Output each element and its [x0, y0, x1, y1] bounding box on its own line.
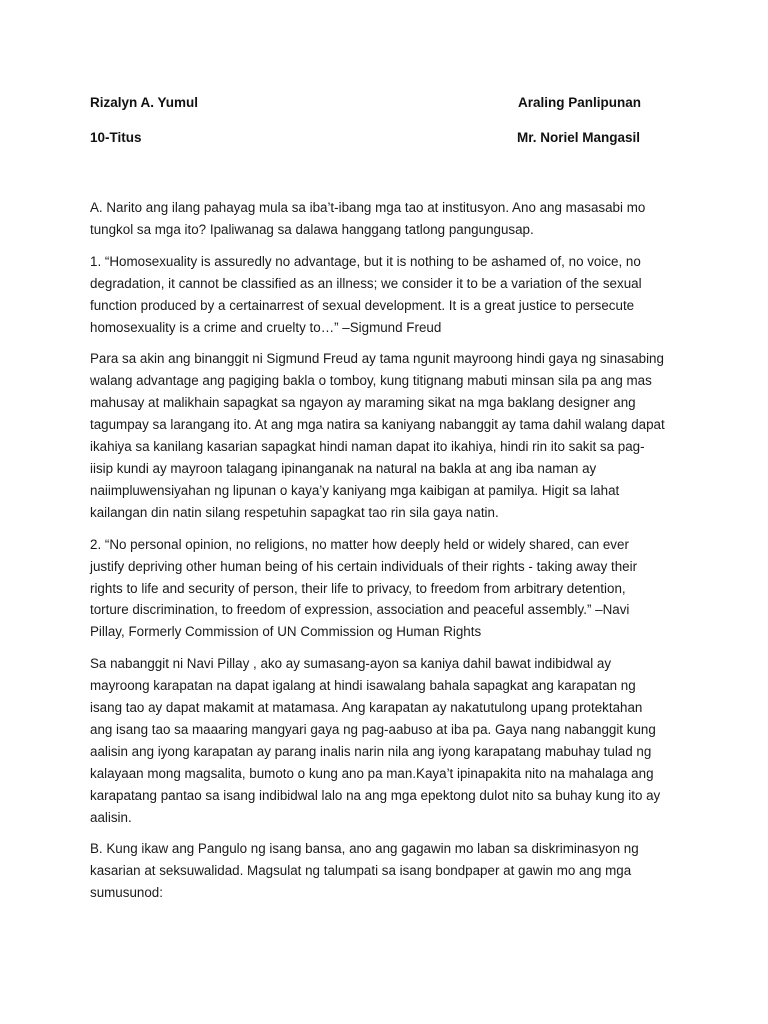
subject-name: Araling Panlipunan	[518, 95, 642, 110]
document-body	[90, 197, 676, 914]
instruction-part-b: B. Kung ikaw ang Pangulo ng isang bansa, ano ang gagawin mo laban sa diskriminasyon ng kasarian at seksuwalidad. Magsulat ng talumpati sa isang bondpaper at gawin mo ang mga sumusunod:	[90, 841, 639, 901]
teacher-name: Mr. Noriel Mangasil	[517, 130, 641, 145]
student-name: Rizalyn A. Yumul	[90, 95, 199, 110]
section-name: 10-Titus	[90, 130, 142, 145]
quote-pillay: 2. “No personal opinion, no religions, no matter how deeply held or widely shared, can ever justify depriving other human being of his certain individuals of their rights - taking away their rights to life and security of person, their life to privacy, to freedom from arbitrary detention, torture discrimination, to freedom of expression, association and peaceful assembly.” –Navi Pillay, Formerly Commission of UN Commission og Human Rights	[90, 536, 638, 640]
quote-freud: 1. “Homosexuality is assuredly no advantage, but it is nothing to be ashamed of, no voice, no degradation, it cannot be classified as an illness; we consider it to be a variation of the sexual function produced by a certainarrest of sexual development. It is a great justice to persecute homosexuality is a crime and cruelty to…” –Sigmund Freud	[90, 253, 642, 335]
instruction-part-a: A. Narito ang ilang pahayag mula sa iba’t-ibang mga tao at institusyon. Ano ang masasabi mo tungkol sa mga ito? Ipaliwanag sa dalawa hanggang tatlong pangungusap.	[90, 200, 646, 237]
answer-freud: Para sa akin ang binanggit ni Sigmund Freud ay tama ngunit mayroong hindi gaya ng sinasabing walang advantage ang pagiging bakla o tomboy, kung titignang mabuti minsan sila pa ang mas mahusay at malikhain sapagkat sa ngayon ay maraming sikat na mga baklang designer ang tagumpay sa larangang ito. At ang mga natira sa kaniyang nabanggit ay tama dahil walang dapat ikahiya sa kanilang kasarian sapagkat hindi naman dapat ito ikahiya, hindi rin ito sakit sa pag- iisip kundi ay mayroon talagang ipinanganak na natural na bakla at ang iba naman ay naiimpluwensiyahan ng lipunan o kaya’y kaniyang mga kaibigan at pamilya. Higit sa lahat kailangan din natin silang respetuhin sapagkat tao rin sila gaya natin.	[90, 351, 665, 520]
answer-pillay: Sa nabanggit ni Navi Pillay , ako ay sumasang-ayon sa kaniya dahil bawat indibidwal ay mayroong karapatan na dapat igalang at hindi isawalang bahala sapagkat ang karapatan ng isang tao ay dapat makamit at matamasa. Ang karapatan ay nakatutulong upang protektahan ang isang tao sa maaaring mangyari gaya ng pag-aabuso at iba pa. Gaya nang nabanggit kung aalisin ang iyong karapatan ay parang inalis narin nila ang iyong karapatang mabuhay tulad ng kalayaan mong magsalita, bumoto o kung ano pa man.Kaya’t ipinapakita nito na mahalaga ang karapatang pantao sa isang indibidwal lalo na ang mga epektong dulot nito sa buhay kung ito ay aalisin.	[90, 656, 661, 825]
